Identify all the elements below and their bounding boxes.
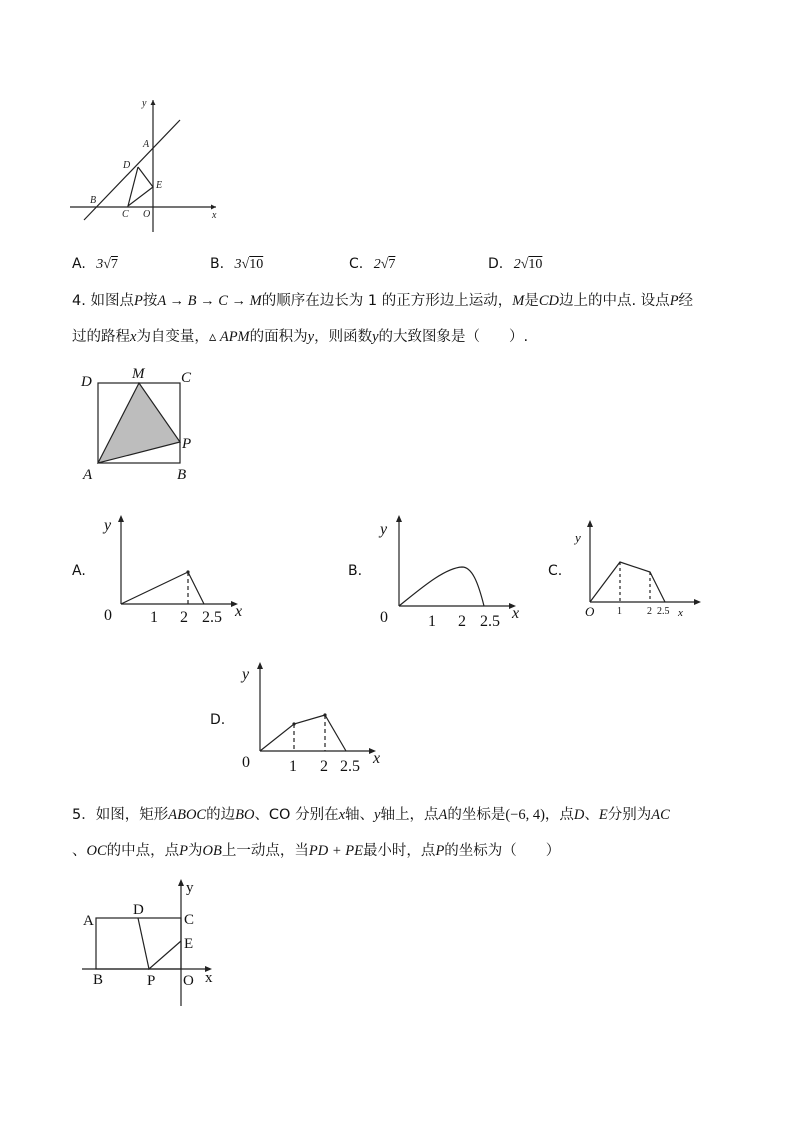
q5-label-d: D bbox=[133, 902, 144, 918]
q3-label-y: y bbox=[142, 98, 147, 109]
q4-option-a-graph[interactable] bbox=[96, 510, 256, 630]
q5-label-x: x bbox=[205, 970, 213, 986]
q5-rectangle bbox=[96, 918, 181, 969]
q4-option-b-letter[interactable]: B. bbox=[348, 563, 363, 579]
q5-label-o: O bbox=[183, 973, 194, 989]
q3-line-ab bbox=[84, 120, 180, 220]
q4-triangle-apm bbox=[98, 383, 180, 463]
q4-d-label-o: 0 bbox=[242, 754, 250, 771]
q4-b-tick-2: 2 bbox=[458, 613, 466, 630]
q5-figure bbox=[76, 876, 226, 1011]
q3-label-d: D bbox=[123, 160, 131, 171]
q4-label-d: D bbox=[81, 374, 92, 390]
q4-b-tick-25: 2.5 bbox=[480, 613, 500, 630]
q4-d-label-x: x bbox=[373, 750, 381, 767]
q5-label-y: y bbox=[186, 880, 194, 896]
q5-label-e: E bbox=[184, 936, 194, 952]
q3-figure bbox=[66, 94, 226, 234]
q4-option-d-letter[interactable]: D. bbox=[210, 712, 226, 728]
q5-path-dpe bbox=[138, 918, 181, 969]
q4-d-tick-25: 2.5 bbox=[340, 758, 360, 775]
q4-option-c-graph[interactable] bbox=[570, 518, 710, 623]
q4-c-label-o: O bbox=[585, 604, 595, 619]
q3-option-a[interactable]: A. 3√7 bbox=[72, 256, 118, 272]
q4-option-d-graph[interactable] bbox=[236, 655, 396, 777]
q3-triangle bbox=[128, 167, 153, 206]
q5-label-b: B bbox=[93, 972, 104, 988]
q4-c-tick-1: 1 bbox=[617, 606, 622, 617]
q3-option-b[interactable]: B. 3√10 bbox=[210, 256, 264, 272]
q4-label-a: A bbox=[83, 467, 93, 483]
q4-a-curve bbox=[121, 572, 204, 604]
q4-line-1: 4. 如图点P按A → B → C → M的顺序在边长为 1 的正方形边上运动，M是CD边上的中点. 设点P经 bbox=[72, 293, 694, 309]
q4-square-figure bbox=[78, 362, 208, 487]
q4-option-a-letter[interactable]: A. bbox=[72, 563, 86, 579]
q5-label-p: P bbox=[147, 973, 156, 989]
q4-d-tick-2: 2 bbox=[320, 758, 328, 775]
q3-option-c[interactable]: C. 2√7 bbox=[349, 256, 396, 272]
q4-a-label-o: 0 bbox=[104, 607, 112, 624]
q5-label-a: A bbox=[83, 913, 94, 929]
q5-line-2: 、OC的中点，点P为OB上一动点，当PD + PE最小时，点P的坐标为（ ） bbox=[72, 843, 561, 859]
q4-option-b-graph[interactable] bbox=[374, 510, 534, 630]
q4-c-label-x: x bbox=[678, 607, 683, 619]
q3-label-x: x bbox=[212, 210, 217, 221]
q4-b-label-x: x bbox=[512, 605, 520, 622]
q4-option-c-letter[interactable]: C. bbox=[548, 563, 563, 579]
q4-a-tick-1: 1 bbox=[150, 609, 158, 626]
q4-c-tick-25: 2.5 bbox=[657, 606, 670, 617]
q5-label-c: C bbox=[184, 912, 195, 928]
q4-c-tick-2: 2 bbox=[647, 606, 652, 617]
q4-stem bbox=[72, 283, 732, 355]
q4-label-m: M bbox=[132, 366, 145, 382]
q4-a-label-y: y bbox=[104, 517, 112, 534]
q4-d-curve bbox=[260, 715, 346, 751]
q4-a-label-x: x bbox=[235, 603, 243, 620]
q5-line-1: 5．如图，矩形ABOC的边BO、CO 分别在x轴、y轴上，点A的坐标是(−6, 4)，点D、E分别为AC bbox=[72, 807, 670, 823]
q4-b-label-o: 0 bbox=[380, 609, 388, 626]
q5-stem bbox=[72, 797, 732, 869]
q4-a-tick-25: 2.5 bbox=[202, 609, 222, 626]
q4-line-2: 过的路程x为自变量，▵ APM的面积为y，则函数y的大致图象是（ ）. bbox=[72, 329, 529, 345]
q4-b-curve bbox=[399, 567, 484, 606]
q4-label-c: C bbox=[181, 370, 192, 386]
q4-a-tick-2: 2 bbox=[180, 609, 188, 626]
q3-label-o: O bbox=[143, 209, 151, 220]
q4-label-p: P bbox=[182, 436, 192, 452]
q4-label-b: B bbox=[177, 467, 187, 483]
q3-label-c: C bbox=[122, 209, 129, 220]
q4-b-label-y: y bbox=[380, 521, 388, 538]
q4-c-label-y: y bbox=[575, 530, 581, 545]
q3-label-b: B bbox=[90, 195, 97, 206]
q4-c-curve bbox=[590, 562, 665, 602]
q4-b-tick-1: 1 bbox=[428, 613, 436, 630]
q3-label-e: E bbox=[156, 180, 163, 191]
q4-d-tick-1: 1 bbox=[289, 758, 297, 775]
q3-label-a: A bbox=[143, 139, 150, 150]
q3-option-d[interactable]: D. 2√10 bbox=[488, 256, 543, 272]
q4-d-label-y: y bbox=[242, 666, 250, 683]
